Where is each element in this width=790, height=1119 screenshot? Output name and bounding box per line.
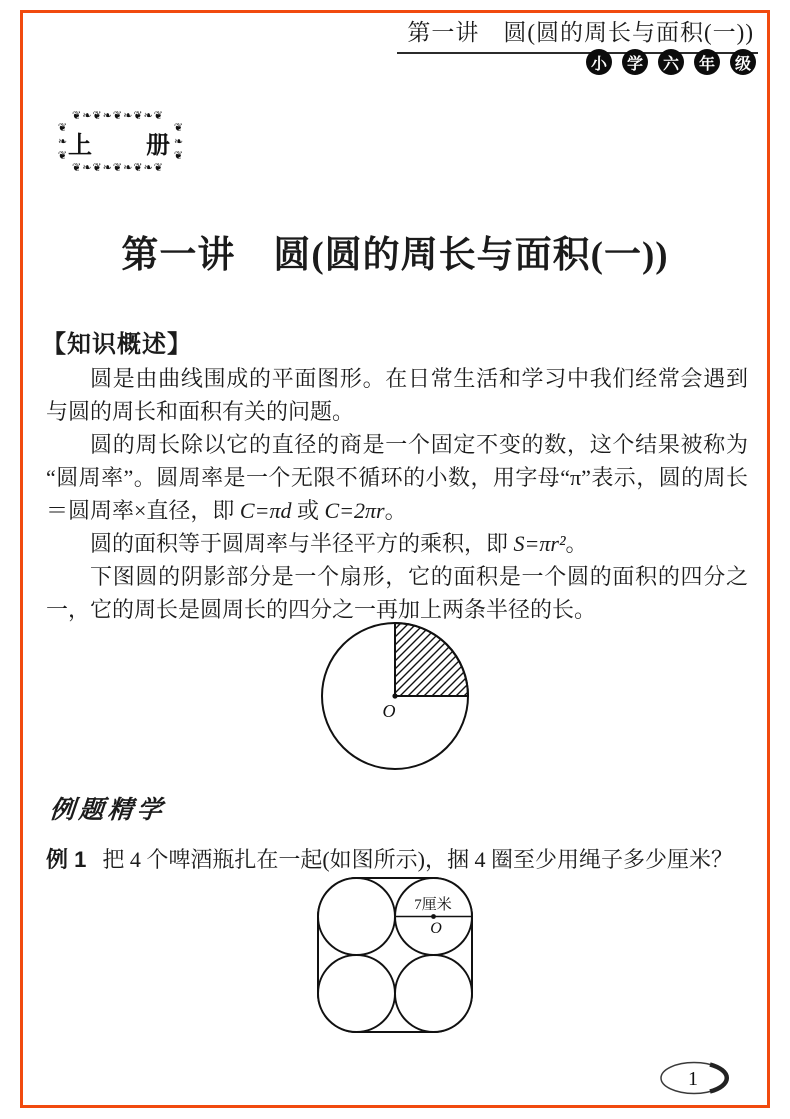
text-line — [46, 527, 748, 560]
page-number-oval — [658, 1060, 732, 1103]
bottle-center-dot — [431, 914, 436, 919]
text-line: 与圆的周长和面积有关的问题。 — [46, 399, 355, 424]
text-line: 下图圆的阴影部分是一个扇形，它的面积是一个圆的面积的四分之 — [90, 564, 748, 589]
knowledge-heading: 【知识概述】 — [42, 331, 192, 358]
examples-heading: 例题精学 — [48, 797, 167, 824]
grade-badge: 小 — [586, 49, 612, 75]
running-title: 第一讲 圆(圆的周长与面积(一)) — [407, 20, 754, 45]
text-line — [46, 494, 748, 527]
example1-line — [46, 843, 752, 874]
running-header — [397, 14, 758, 54]
bottle-circle — [318, 955, 395, 1032]
example1-text: 把 4 个啤酒瓶扎在一起(如图所示)，捆 4 圈至少用绳子多少厘米？ — [102, 847, 734, 872]
grade-badge: 年 — [694, 49, 720, 75]
volume-box — [56, 110, 185, 174]
example1-label: 例 1 — [46, 847, 87, 872]
text-line: “圆周率”。圆周率是一个无限不循环的小数，用字母“π”表示，圆的周长 — [46, 465, 748, 490]
oval-shadow-arc — [710, 1065, 727, 1092]
text-segment: 圆的面积等于圆周率与半径平方的乘积，即 — [90, 531, 514, 556]
volume-label: 上 册 — [68, 132, 172, 159]
sector-figure — [0, 618, 790, 774]
text-segment: 。 — [384, 498, 407, 523]
ornament-border-right: ❦❧❦ — [172, 121, 185, 163]
center-label: O — [382, 701, 396, 721]
bottle-circle — [318, 878, 395, 955]
ornament-border-left: ❦❧❦ — [56, 121, 69, 163]
formula-area: S=πr² — [513, 531, 566, 556]
formula-circumference-d: C=πd — [239, 498, 292, 523]
shaded-quarter-sector — [395, 623, 468, 696]
formula-circumference-r: C=2πr — [324, 498, 385, 523]
page-number: 1 — [688, 1068, 698, 1090]
center-dot — [392, 693, 397, 698]
bottles-figure-svg — [316, 876, 474, 1034]
text-line: 圆的周长除以它的直径的商是一个固定不变的数，这个结果被称为 — [90, 432, 748, 457]
grade-badge: 六 — [658, 49, 684, 75]
page-number-svg — [658, 1060, 732, 1098]
text-line: 圆是由曲线围成的平面图形。在日常生活和学习中我们经常会遇到 — [90, 366, 748, 391]
sector-figure-svg — [310, 618, 480, 774]
grade-badge: 级 — [730, 49, 756, 75]
text-segment: 或 — [291, 498, 325, 523]
text-segment: 。 — [565, 531, 588, 556]
bottle-center-label: O — [430, 920, 442, 937]
knowledge-body — [46, 362, 748, 626]
text-line: 一，它的周长是圆周长的四分之一再加上两条半径的长。 — [46, 597, 597, 622]
ornament-border-bottom: ❦❧❦❧❦❧❦❧❦ — [72, 162, 164, 174]
text-segment: ＝圆周率×直径，即 — [46, 498, 240, 523]
ornament-border-top: ❦❧❦❧❦❧❦❧❦ — [72, 110, 164, 122]
diameter-label: 7厘米 — [414, 897, 452, 913]
grade-badge: 学 — [622, 49, 648, 75]
bottle-circle — [395, 955, 472, 1032]
lesson-title: 第一讲 圆(圆的周长与面积(一)) — [121, 235, 669, 276]
grade-badges — [586, 49, 756, 75]
bottles-figure — [0, 876, 790, 1034]
